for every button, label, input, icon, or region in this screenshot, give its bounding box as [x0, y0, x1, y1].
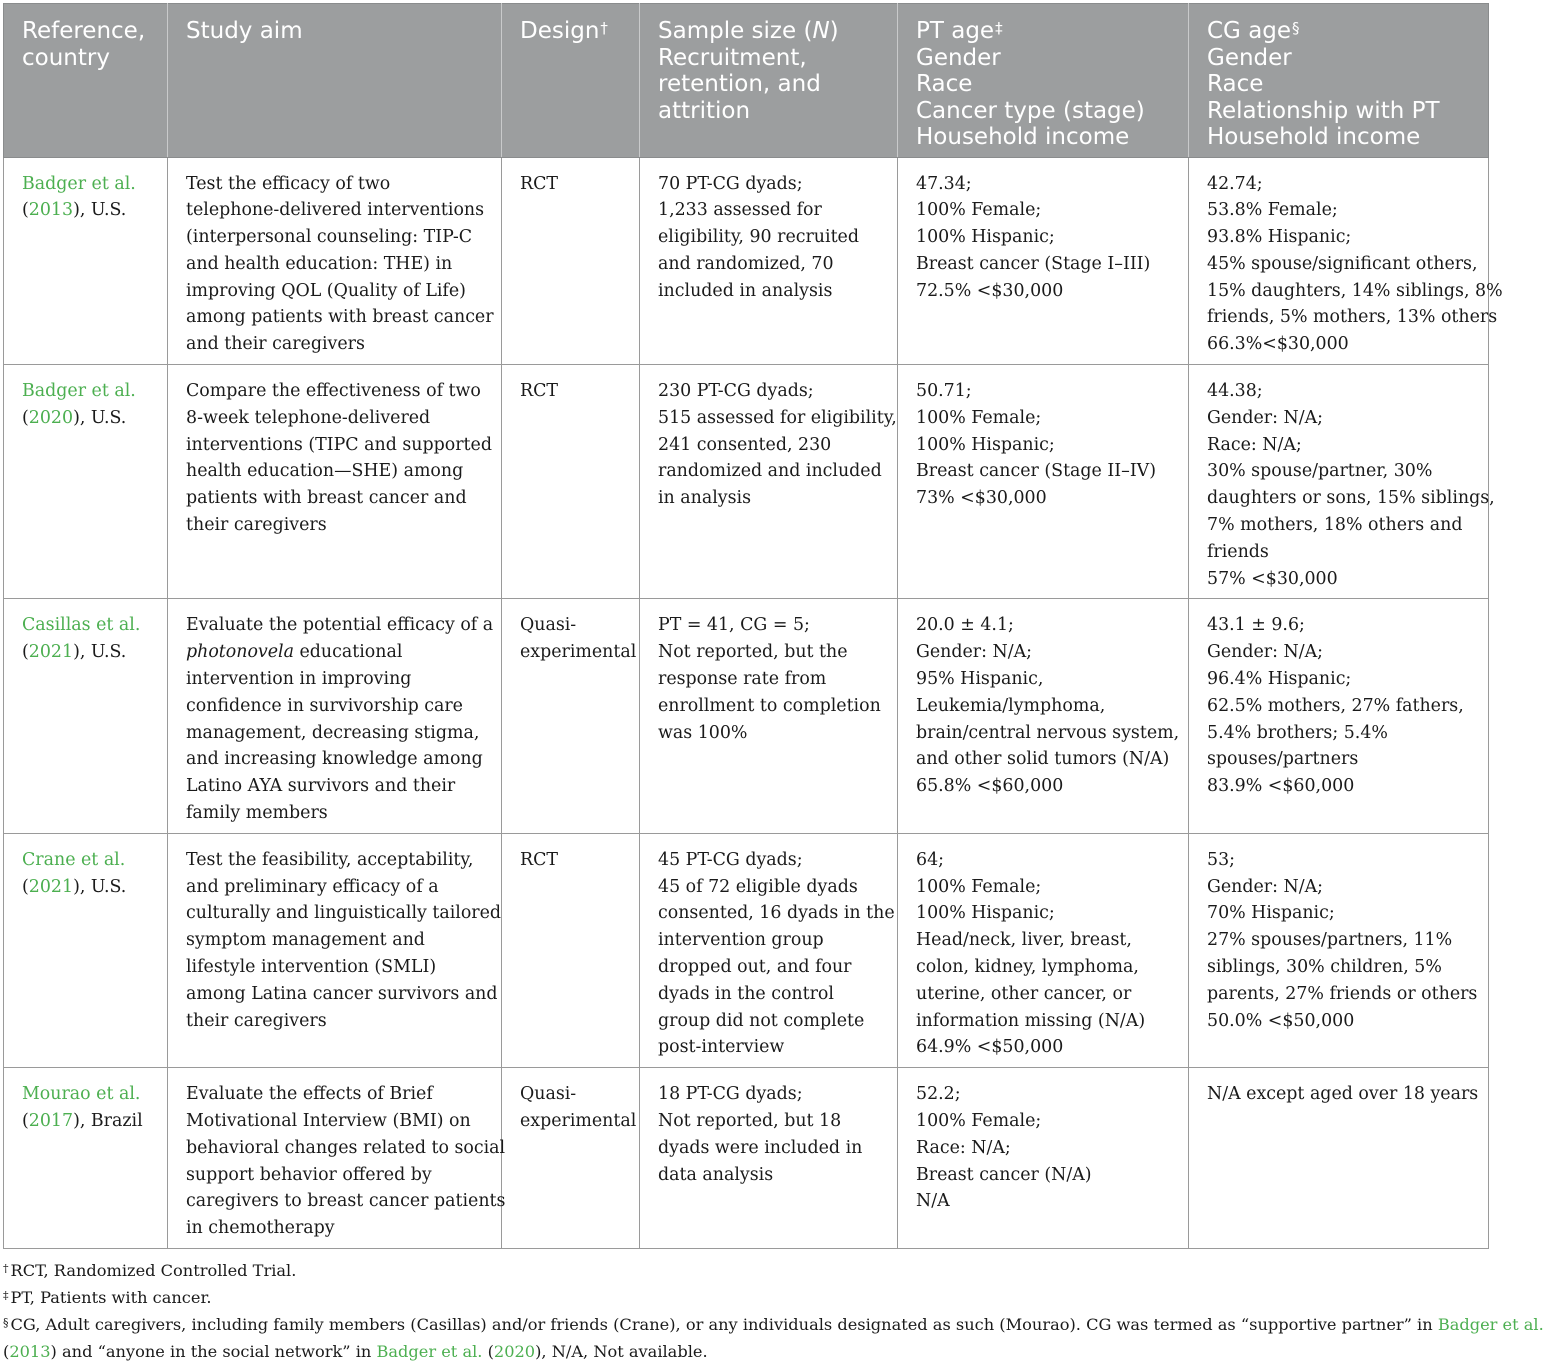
reference-year-link[interactable]: 2020 — [28, 407, 74, 428]
cell-sample: 18 PT-CG dyads; Not reported, but 18 dyads were included in data analysis — [640, 1068, 898, 1249]
table-row — [4, 157, 1489, 365]
reference-link[interactable]: Badger et al. — [22, 173, 136, 194]
footnotes — [3, 1257, 1544, 1365]
header-pt: PT age‡ Gender Race Cancer type (stage) Household income — [898, 4, 1189, 158]
reference-link[interactable]: Crane et al. — [22, 849, 126, 870]
reference-link[interactable]: Mourao et al. — [22, 1084, 141, 1105]
header-row — [4, 4, 1489, 158]
footnote-rct: † RCT, Randomized Controlled Trial. — [3, 1261, 297, 1280]
table-row — [4, 365, 1489, 599]
cell-reference: Badger et al. (2013), U.S. — [4, 157, 168, 365]
cell-sample: PT = 41, CG = 5; Not reported, but the response rate from enrollment to completion was 100% — [640, 599, 898, 833]
double-dagger-mark: ‡ — [995, 19, 1003, 37]
cell-reference: Badger et al. (2020), U.S. — [4, 365, 168, 599]
cell-cg: N/A except aged over 18 years — [1189, 1068, 1489, 1249]
table-row — [4, 1068, 1489, 1249]
header-design: Design† — [502, 4, 640, 158]
cell-pt: 47.34; 100% Female; 100% Hispanic; Breast cancer (Stage I–III) 72.5% <$30,000 — [898, 157, 1189, 365]
cell-pt: 64; 100% Female; 100% Hispanic; Head/neck, liver, breast, colon, kidney, lymphoma, uterine, other cancer, or information missing (N/A) 64.9% <$50,000 — [898, 833, 1189, 1067]
cell-design: RCT — [502, 365, 640, 599]
cell-pt: 52.2; 100% Female; Race: N/A; Breast cancer (N/A) N/A — [898, 1068, 1189, 1249]
cell-pt: 50.71; 100% Female; 100% Hispanic; Breast cancer (Stage II–IV) 73% <$30,000 — [898, 365, 1189, 599]
footnote-pt: ‡ PT, Patients with cancer. — [3, 1288, 212, 1307]
cell-pt: 20.0 ± 4.1; Gender: N/A; 95% Hispanic, Leukemia/lymphoma, brain/central nervous system, and other solid tumors (N/A) 65.8% <$60,000 — [898, 599, 1189, 833]
footnote-cg-cont: (2013) and “anyone in the social network” in Badger et al. (2020), N/A, Not available. — [3, 1342, 708, 1361]
table-row — [4, 599, 1489, 833]
cell-cg: 53; Gender: N/A; 70% Hispanic; 27% spouses/partners, 11% siblings, 30% children, 5% parents, 27% friends or others 50.0% <$50,000 — [1189, 833, 1489, 1067]
cell-design: Quasi- experimental — [502, 1068, 640, 1249]
header-sample-size: Sample size (N) Recruitment, retention, and attrition — [640, 4, 898, 158]
cell-sample: 45 PT-CG dyads; 45 of 72 eligible dyads consented, 16 dyads in the intervention group dropped out, and four dyads in the control group did not complete post-interview — [640, 833, 898, 1067]
cell-cg: 44.38; Gender: N/A; Race: N/A; 30% spouse/partner, 30% daughters or sons, 15% siblings, 7% mothers, 18% others and friends 57% <$30,000 — [1189, 365, 1489, 599]
table-container — [3, 3, 1503, 1249]
cell-cg: 43.1 ± 9.6; Gender: N/A; 96.4% Hispanic; 62.5% mothers, 27% fathers, 5.4% brothers; 5.4% spouses/partners 83.9% <$60,000 — [1189, 599, 1489, 833]
reference-year-link[interactable]: 2013 — [28, 200, 74, 221]
cell-reference: Crane et al. (2021), U.S. — [4, 833, 168, 1067]
cell-sample: 70 PT-CG dyads; 1,233 assessed for eligibility, 90 recruited and randomized, 70 included in analysis — [640, 157, 898, 365]
footnote-ref-year-link[interactable]: 2013 — [9, 1342, 51, 1361]
cell-design: RCT — [502, 833, 640, 1067]
cell-aim: Compare the effectiveness of two 8-week telephone-delivered interventions (TIPC and supported health education—SHE) among patients with breast cancer and their caregivers — [168, 365, 502, 599]
cell-aim: Test the feasibility, acceptability, and preliminary efficacy of a culturally and linguistically tailored symptom management and lifestyle intervention (SMLI) among Latina cancer survivors and their caregivers — [168, 833, 502, 1067]
reference-link[interactable]: Badger et al. — [22, 381, 136, 402]
cell-reference: Mourao et al. (2017), Brazil — [4, 1068, 168, 1249]
header-reference: Reference, country — [4, 4, 168, 158]
cell-aim: Evaluate the potential efficacy of a photonovela educational intervention in improving confidence in survivorship care management, decreasing stigma, and increasing knowledge among Latino AYA survivors and their family members — [168, 599, 502, 833]
cell-reference: Casillas et al. (2021), U.S. — [4, 599, 168, 833]
reference-year-link[interactable]: 2021 — [28, 642, 74, 663]
cell-aim: Test the efficacy of two telephone-delivered interventions (interpersonal counseling: TIP-C and health education: THE) in improving QOL (Quality of Life) among patients with breast cancer and their caregivers — [168, 157, 502, 365]
reference-year-link[interactable]: 2017 — [28, 1111, 74, 1131]
table-row — [4, 833, 1489, 1067]
header-study-aim: Study aim — [168, 4, 502, 158]
studies-table — [3, 3, 1503, 1249]
footnote-ref-link[interactable]: Badger et al. — [376, 1342, 483, 1361]
cell-aim: Evaluate the effects of Brief Motivational Interview (BMI) on behavioral changes related to social support behavior offered by caregivers to breast cancer patients in chemotherapy — [168, 1068, 502, 1249]
section-mark: § — [1292, 19, 1300, 37]
cell-sample: 230 PT-CG dyads; 515 assessed for eligibility, 241 consented, 230 randomized and included in analysis — [640, 365, 898, 599]
cell-cg: 42.74; 53.8% Female; 93.8% Hispanic; 45% spouse/significant others, 15% daughters, 14% siblings, 8% friends, 5% mothers, 13% others 66.3%<$30,000 — [1189, 157, 1489, 365]
reference-year-link[interactable]: 2021 — [28, 876, 74, 897]
dagger-mark: † — [600, 19, 608, 37]
cell-design: Quasi- experimental — [502, 599, 640, 833]
header-cg: CG age§ Gender Race Relationship with PT Household income — [1189, 4, 1489, 158]
footnote-cg: § CG, Adult caregivers, including family members (Casillas) and/or friends (Crane), or any individuals designated as such (Mourao). CG was termed as “supportive partner” in Badger et al. — [3, 1315, 1544, 1334]
footnote-ref-link[interactable]: Badger et al. — [1437, 1315, 1544, 1334]
footnote-ref-year-link[interactable]: 2020 — [493, 1342, 536, 1361]
reference-link[interactable]: Casillas et al. — [22, 615, 141, 636]
cell-design: RCT — [502, 157, 640, 365]
